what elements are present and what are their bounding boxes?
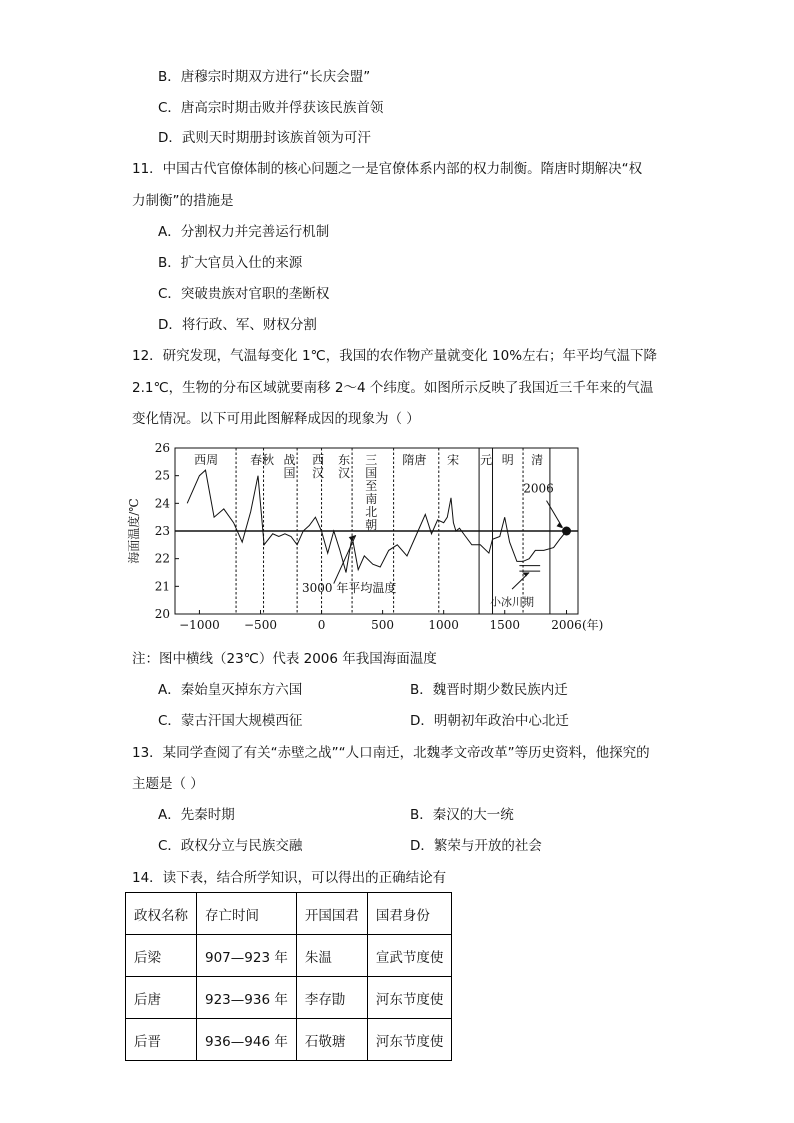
q11-option-c: C．突破贵族对官职的垄断权 — [158, 286, 330, 302]
table-cell: 河东节度使 — [367, 977, 452, 1019]
x-tick-label: 500 — [371, 618, 395, 632]
x-tick-label: −1000 — [179, 618, 220, 632]
q13-option-d: D．繁荣与开放的社会 — [410, 838, 542, 854]
period-label: 西周 — [194, 453, 219, 467]
table-cell: 河东节度使 — [367, 1019, 452, 1061]
period-label: 宋 — [447, 453, 460, 467]
x-tick-label: −500 — [244, 618, 277, 632]
table-header-cell: 开国国君 — [296, 893, 367, 935]
table-header-cell: 存亡时间 — [197, 893, 297, 935]
q11-option-a: A．分割权力并完善运行机制 — [158, 224, 330, 240]
period-label: 春秋 — [250, 453, 275, 467]
average-temp-label: 3000 年平均温度 — [302, 580, 397, 595]
table-row — [126, 935, 452, 977]
y-tick-label: 22 — [154, 551, 170, 566]
q13-stem-line-2: 主题是（ ） — [132, 776, 204, 792]
table-header-row — [126, 893, 452, 935]
q10-option-d: D．武则天时期册封该族首领为可汗 — [158, 130, 371, 146]
y-tick-label: 26 — [154, 441, 170, 455]
q11-option-d: D．将行政、军、财权分割 — [158, 317, 317, 333]
period-label: 元 — [480, 453, 493, 467]
y-tick-label: 25 — [154, 468, 170, 483]
q12-option-a: A．秦始皇灭掉东方六国 — [158, 682, 303, 698]
table-row — [126, 977, 452, 1019]
table-cell: 936—946 年 — [197, 1019, 297, 1061]
q13-option-a: A．先秦时期 — [158, 807, 235, 823]
q12-option-d: D．明朝初年政治中心北迁 — [410, 713, 569, 729]
q12-stem-line-1: 12．研究发现，气温每变化 1℃，我国的农作物产量就变化 10%左右；年平均气温下降 — [132, 348, 658, 364]
x-tick-label: 1500 — [489, 618, 521, 632]
q12-option-c: C．蒙古汗国大规模西征 — [158, 713, 303, 729]
x-axis-label: (年) — [582, 618, 604, 632]
q12-stem-line-2: 2.1℃，生物的分布区域就要南移 2～4 个纬度。如图所示反映了我国近三千年来的气温 — [132, 380, 654, 396]
q10-option-c: C．唐高宗时期击败并俘获该民族首领 — [158, 100, 384, 116]
q13-stem-line-1: 13．某同学查阅了有关“赤壁之战”“人口南迁，北魏孝文帝改革”等历史资料，他探究的 — [132, 745, 650, 761]
y-axis-label: 海面温度/℃ — [127, 498, 141, 564]
y-tick-label: 24 — [154, 496, 170, 511]
table-cell: 923—936 年 — [197, 977, 297, 1019]
table-cell: 宣武节度使 — [367, 935, 452, 977]
y-tick-label: 20 — [154, 607, 170, 621]
q12-chart-note: 注：图中横线（23℃）代表 2006 年我国海面温度 — [132, 651, 437, 667]
x-tick-label: 2006 — [551, 618, 582, 632]
table-cell: 后晋 — [126, 1019, 197, 1061]
period-label: 西汉 — [312, 453, 325, 480]
table-header-cell: 政权名称 — [126, 893, 197, 935]
period-label: 东汉 — [338, 453, 351, 480]
period-label: 三国至南北朝 — [365, 453, 378, 532]
period-label: 隋唐 — [402, 453, 427, 467]
period-label: 明 — [501, 453, 514, 467]
table-cell: 朱温 — [296, 935, 367, 977]
x-tick-label: 1000 — [428, 618, 459, 632]
q13-option-b: B．秦汉的大一统 — [410, 807, 514, 823]
table-cell: 后唐 — [126, 977, 197, 1019]
regime-table — [125, 892, 452, 1061]
y-tick-label: 21 — [154, 579, 170, 594]
q12-option-b: B．魏晋时期少数民族内迁 — [410, 682, 568, 698]
period-label: 清 — [531, 453, 544, 467]
period-label: 战国 — [283, 453, 296, 480]
table-cell: 李存勖 — [296, 977, 367, 1019]
table-row — [126, 1019, 452, 1061]
q13-option-c: C．政权分立与民族交融 — [158, 838, 303, 854]
table-cell: 后梁 — [126, 935, 197, 977]
temperature-chart — [125, 438, 615, 643]
q14-stem: 14．读下表，结合所学知识，可以得出的正确结论有 — [132, 870, 447, 886]
table-cell: 907—923 年 — [197, 935, 297, 977]
q11-option-b: B．扩大官员入仕的来源 — [158, 255, 303, 271]
end-point-label: 2006 — [523, 481, 554, 496]
y-tick-label: 23 — [154, 524, 170, 538]
table-header-cell: 国君身份 — [367, 893, 452, 935]
table-cell: 石敬瑭 — [296, 1019, 367, 1061]
x-tick-label: 0 — [317, 618, 326, 632]
period-labels — [194, 452, 543, 532]
q11-stem-line-1: 11．中国古代官僚体制的核心问题之一是官僚体系内部的权力制衡。隋唐时期解决“权 — [132, 161, 643, 177]
ice-age-label: 小冰川期 — [490, 595, 535, 609]
q12-stem-line-3: 变化情况。以下可用此图解释成因的现象为（ ） — [132, 411, 420, 427]
q11-stem-line-2: 力制衡”的措施是 — [132, 193, 234, 209]
q10-option-b: B．唐穆宗时期双方进行“长庆会盟” — [158, 69, 371, 85]
end-point-2006 — [562, 527, 571, 536]
